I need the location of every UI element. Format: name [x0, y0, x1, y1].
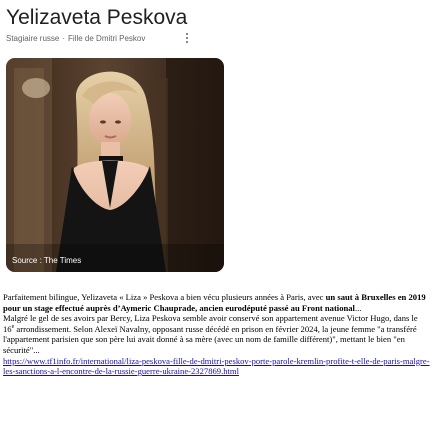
subtitle-role: Stagiaire russe — [6, 34, 60, 43]
panel-subtitle — [6, 33, 145, 45]
source-link[interactable]: https://www.tf1info.fr/international/liza-peskova-fille-de-dmitri-peskov-porte-parole-kremlin-profite-t-elle-de-paris-malgre-les-sanctions-a-l-encontre-de-la-russie-guerre-ukraine-2327869.html — [3, 355, 430, 377]
photo-credit: Source : The Times — [12, 256, 82, 265]
article-paragraph-1: Parfaitement bilingue, Yelizaveta « Liza » Peskova a bien vécu plusieurs années à Paris, avec un saut à Bruxelles en 2019 pour un stage effectué auprès d’Aymeric Chauprade, ancien eurodéputé passé au Front national... — [3, 292, 426, 313]
panel-title: Yelizaveta Peskova — [6, 6, 188, 29]
profile-photo[interactable] — [6, 58, 224, 272]
article-text — [3, 292, 431, 377]
article-paragraph-2: Malgré le gel de ses avoirs par Bercy, Liza Peskova semble avoir conservé son appartement avenue Victor Hugo, dans le 16e arrondissement. Selon Alexeï Navalny, opposant russe décédé en prison en février 2024, la jeune femme "a transféré l'appartement parisien que son père lui avait donné à sa mère (avec un nom de famille différent)", mettant le bien "en sécurité"... — [3, 313, 418, 355]
subtitle-separator: · — [62, 34, 66, 43]
highlight-text: un saut à Bruxelles en 2019 pour un stage effectué auprès d’Aymeric Chauprade, ancien eurodéputé passé au Front national — [3, 292, 426, 313]
subtitle-relation: Fille de Dmitri Peskov — [68, 34, 146, 43]
more-vert-icon[interactable] — [184, 32, 190, 44]
